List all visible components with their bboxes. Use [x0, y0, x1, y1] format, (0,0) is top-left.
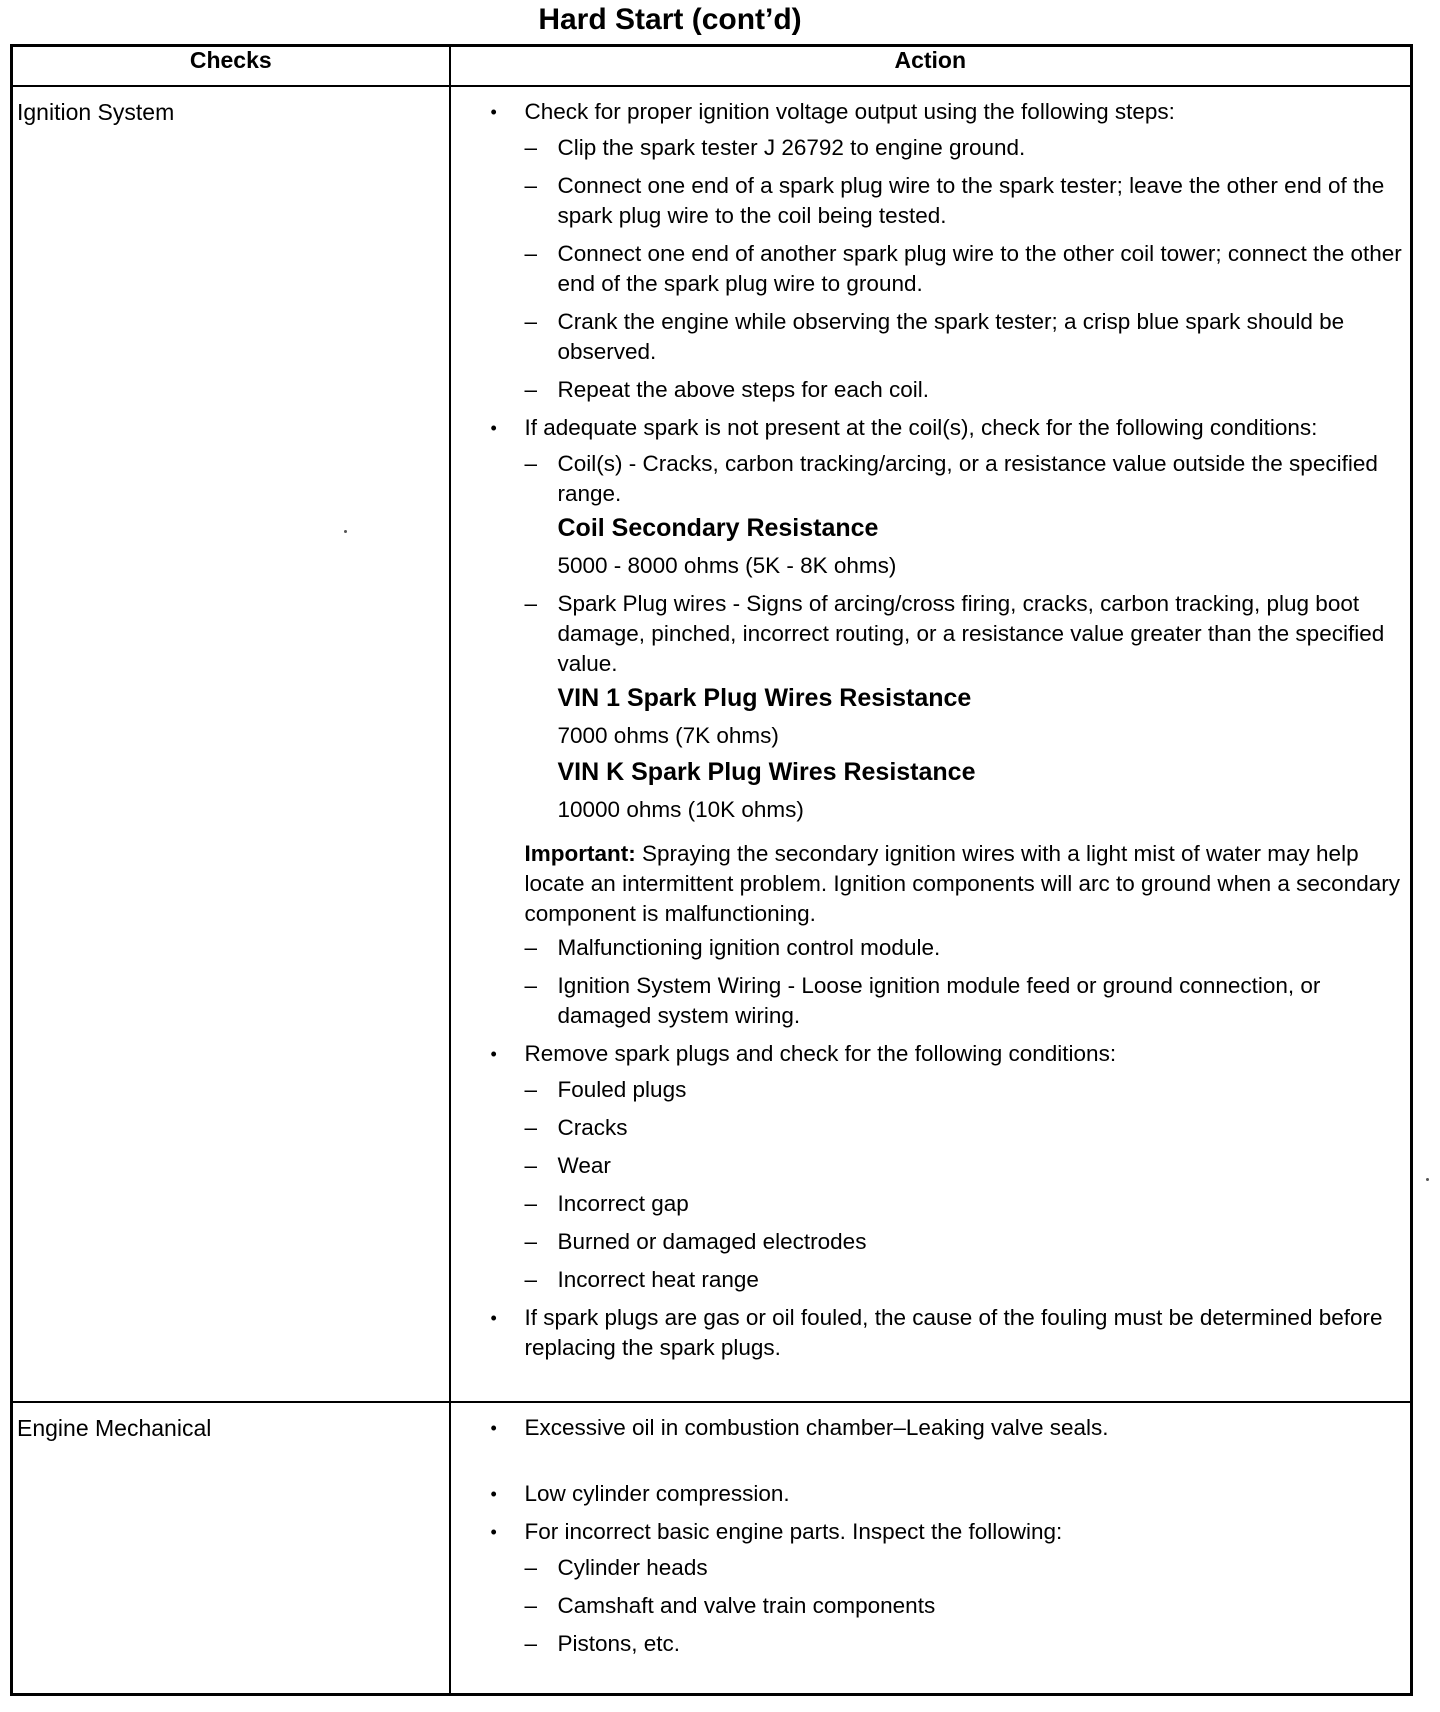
check-cell: Engine Mechanical	[12, 1402, 450, 1694]
spec-title: VIN 1 Spark Plug Wires Resistance	[557, 684, 972, 712]
condition-item: – Wear	[525, 1151, 1403, 1181]
action-bullet	[491, 1413, 1403, 1471]
spec-value: 5000 - 8000 ohms (5K - 8K ohms)	[557, 553, 897, 578]
action-bullet	[491, 1303, 1403, 1363]
bullet-text: If adequate spark is not present at the coil(s), check for the following conditions:	[524, 415, 1318, 440]
spec-value: 10000 ohms (10K ohms)	[557, 797, 804, 822]
table-row	[12, 1402, 1412, 1694]
header-row	[12, 46, 1412, 87]
action-bullet	[491, 1039, 1403, 1295]
step-item: – Crank the engine while observing the spark tester; a crisp blue spark should be observed.	[525, 307, 1403, 367]
step-item: – Repeat the above steps for each coil.	[525, 375, 1403, 405]
condition-item: – Ignition System Wiring - Loose ignition module feed or ground connection, or damaged system wiring.	[525, 971, 1403, 1031]
step-item: – Clip the spark tester J 26792 to engine ground.	[525, 133, 1403, 163]
condition-item: – Malfunctioning ignition control module.	[525, 933, 1403, 963]
step-item: – Connect one end of a spark plug wire to the spark tester; leave the other end of the spark plug wire to the coil being tested.	[525, 171, 1403, 231]
condition-item: – Fouled plugs	[525, 1075, 1403, 1105]
scan-speck	[1426, 1178, 1429, 1181]
inspect-item: – Pistons, etc.	[525, 1629, 1403, 1659]
scan-speck	[344, 530, 347, 533]
bullet-text: For incorrect basic engine parts. Inspect the following:	[524, 1519, 1063, 1544]
bullet-text: If spark plugs are gas or oil fouled, the cause of the fouling must be determined before replacing the spark plugs.	[524, 1305, 1383, 1360]
condition-item	[525, 449, 1403, 581]
spec-value: 7000 ohms (7K ohms)	[557, 723, 779, 748]
bullet-text: Excessive oil in combustion chamber–Leaking valve seals.	[524, 1415, 1109, 1440]
action-bullet	[491, 413, 1403, 1031]
action-cell	[450, 1402, 1412, 1694]
condition-item: – Cracks	[525, 1113, 1403, 1143]
important-note	[525, 839, 1403, 929]
condition-item	[525, 589, 1403, 825]
bullet-text: Check for proper ignition voltage output using the following steps:	[524, 99, 1175, 124]
action-bullet	[491, 1517, 1403, 1659]
table-row	[12, 86, 1412, 1402]
condition-item: – Incorrect gap	[525, 1189, 1403, 1219]
spec-title: Coil Secondary Resistance	[557, 514, 879, 542]
condition-item: – Incorrect heat range	[525, 1265, 1403, 1295]
action-bullet	[491, 1479, 1403, 1509]
page-title: Hard Start (cont’d)	[538, 3, 802, 36]
action-cell	[450, 86, 1412, 1402]
inspect-item: – Cylinder heads	[525, 1553, 1403, 1583]
troubleshooting-table	[10, 44, 1413, 1696]
important-text: Spraying the secondary ignition wires with a light mist of water may help locate an intermittent problem. Ignition components will arc to ground when a secondary component is malfunctioning.	[524, 841, 1400, 926]
bullet-text: Low cylinder compression.	[524, 1481, 790, 1506]
important-label: Important:	[524, 841, 636, 866]
action-bullet	[491, 97, 1403, 405]
inspect-item: – Camshaft and valve train components	[525, 1591, 1403, 1621]
condition-item: – Burned or damaged electrodes	[525, 1227, 1403, 1257]
bullet-text: Remove spark plugs and check for the following conditions:	[524, 1041, 1117, 1066]
column-header-checks: Checks	[12, 46, 450, 87]
step-item: – Connect one end of another spark plug wire to the other coil tower; connect the other end of the spark plug wire to ground.	[525, 239, 1403, 299]
spec-title: VIN K Spark Plug Wires Resistance	[557, 758, 976, 786]
condition-text: Spark Plug wires - Signs of arcing/cross firing, cracks, carbon tracking, plug boot damage, pinched, incorrect routing, or a resistance value greater than the specified value.	[557, 591, 1385, 676]
condition-text: Coil(s) - Cracks, carbon tracking/arcing, or a resistance value outside the specified range.	[557, 451, 1378, 506]
check-cell: Ignition System	[12, 86, 450, 1402]
column-header-action: Action	[450, 46, 1412, 87]
